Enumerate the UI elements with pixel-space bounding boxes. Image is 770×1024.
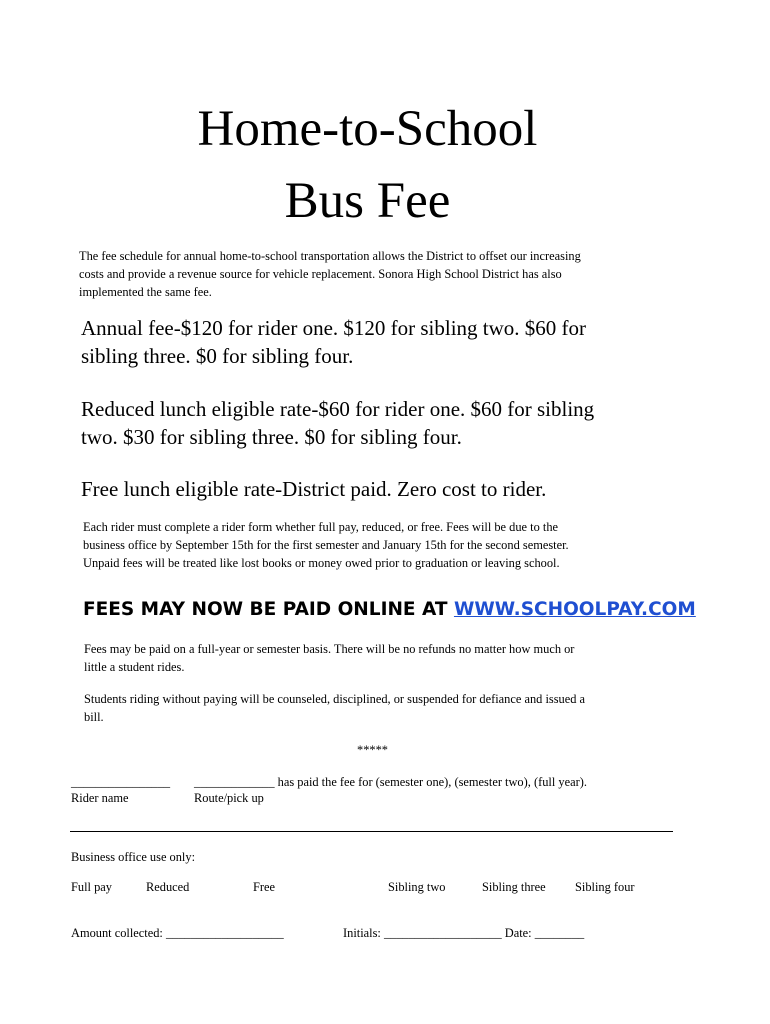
schoolpay-link[interactable]: WWW.SCHOOLPAY.COM <box>453 599 696 620</box>
payment-basis-line: Fees may be paid on a full-year or semester basis. There will be no refunds no matter how much or <box>84 642 575 656</box>
rider-form-paragraph <box>83 518 569 572</box>
rider-form-line: business office by September 15th for the first semester and January 15th for the second semester. <box>83 538 569 552</box>
office-use-heading: Business office use only: <box>71 850 196 864</box>
free-rate-paragraph: Free lunch eligible rate-District paid. Zero cost to rider. <box>81 477 547 501</box>
title-line-1: Home-to-School <box>197 101 538 157</box>
route-paid-statement: _____________ has paid the fee for (semester one), (semester two), (full year). <box>194 775 587 789</box>
online-payment-text: FEES MAY NOW BE PAID ONLINE AT <box>83 599 454 620</box>
reduced-rate-line: Reduced lunch eligible rate-$60 for rider one. $60 for sibling <box>81 397 595 421</box>
option-free: Free <box>253 880 276 894</box>
option-reduced: Reduced <box>146 880 190 894</box>
initials-date-field: Initials: ___________________ Date: ________ <box>343 926 585 940</box>
rider-form-line: Unpaid fees will be treated like lost books or money owed prior to graduation or leaving school. <box>83 556 560 570</box>
section-separator: ***** <box>357 743 388 757</box>
no-pay-line: bill. <box>84 710 104 724</box>
intro-line: costs and provide a revenue source for vehicle replacement. Sonora High School District has also <box>79 267 562 281</box>
payment-basis-paragraph <box>84 640 574 676</box>
reduced-rate-line: two. $30 for sibling three. $0 for sibling four. <box>81 425 462 449</box>
online-payment-heading <box>83 597 696 623</box>
title-line-2: Bus Fee <box>284 173 451 229</box>
intro-line: implemented the same fee. <box>79 285 212 299</box>
annual-fee-line: sibling three. $0 for sibling four. <box>81 344 354 368</box>
option-sibling-two: Sibling two <box>388 880 446 894</box>
amount-collected-field: Amount collected: ___________________ <box>71 926 284 940</box>
option-sibling-three: Sibling three <box>482 880 546 894</box>
option-sibling-four: Sibling four <box>575 880 635 894</box>
annual-fee-line: Annual fee-$120 for rider one. $120 for sibling two. $60 for <box>81 316 587 340</box>
annual-fee-paragraph <box>81 314 586 370</box>
option-full-pay: Full pay <box>71 880 112 894</box>
route-label: Route/pick up <box>194 791 264 805</box>
rider-form-line: Each rider must complete a rider form whether full pay, reduced, or free. Fees will be due to the <box>83 520 559 534</box>
no-pay-paragraph <box>84 690 585 726</box>
intro-line: The fee schedule for annual home-to-school transportation allows the District to offset our increasing <box>79 249 581 263</box>
rider-name-label: Rider name <box>71 791 129 805</box>
intro-paragraph <box>79 247 581 301</box>
payment-basis-line: little a student rides. <box>84 660 185 674</box>
no-pay-line: Students riding without paying will be counseled, disciplined, or suspended for defiance and issued a <box>84 692 586 706</box>
rider-name-blank: ________________ <box>71 775 171 789</box>
divider-line <box>70 831 673 832</box>
reduced-rate-paragraph <box>81 395 594 451</box>
